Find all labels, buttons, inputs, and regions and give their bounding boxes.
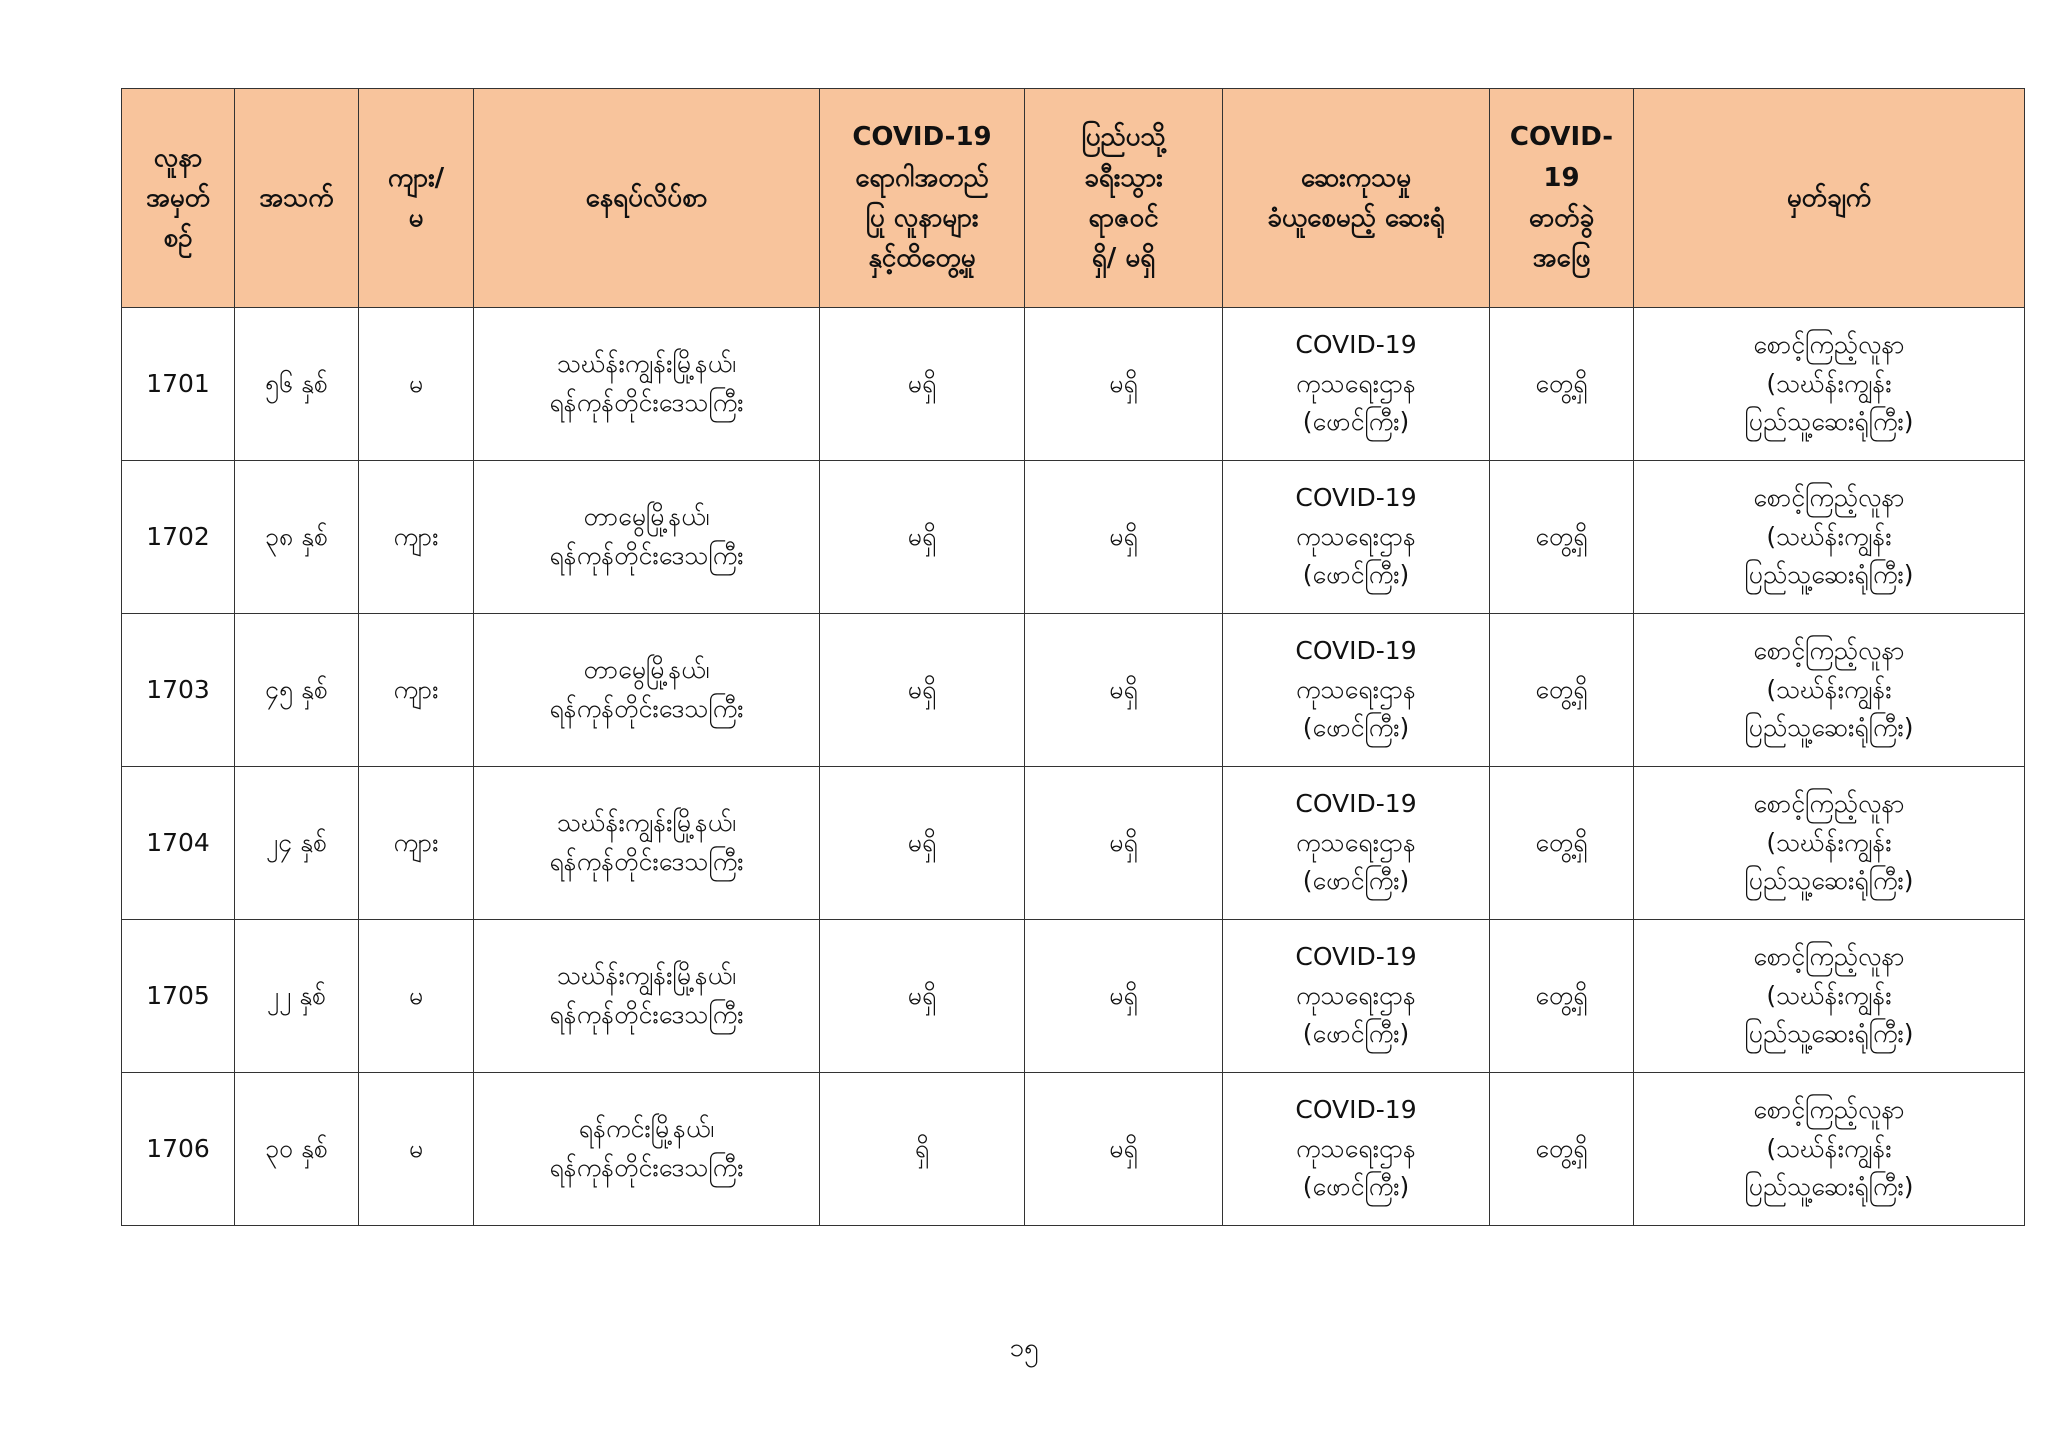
- covid-cases-table: [121, 88, 2025, 1226]
- table-row: [122, 614, 2025, 767]
- header-patient-number: လူနာ အမှတ် စဉ်: [122, 89, 235, 308]
- table-header: [122, 89, 2025, 308]
- cell-age: ၅၆ နှစ်: [235, 308, 359, 461]
- header-sex: ကျား/ မ: [359, 89, 474, 308]
- cell-travel-history: မရှိ: [1025, 308, 1223, 461]
- cell-travel-history: မရှိ: [1025, 1073, 1223, 1226]
- cell-lab-result: တွေ့ရှိ: [1490, 767, 1634, 920]
- cell-remarks: စောင့်ကြည့်လူနာ (သဃ်န်းကျွန်း ပြည်သူ့ဆေးရုံကြီး): [1634, 1073, 2025, 1226]
- table-row: [122, 1073, 2025, 1226]
- cell-lab-result: တွေ့ရှိ: [1490, 1073, 1634, 1226]
- header-travel-history: ပြည်ပသို့ ခရီးသွား ရာဇဝင် ရှိ/ မရှိ: [1025, 89, 1223, 308]
- cell-age: ၂၂ နှစ်: [235, 920, 359, 1073]
- cell-treatment-hospital: COVID-19 ကုသရေးဌာန (ဖောင်ကြီး): [1223, 461, 1490, 614]
- header-treatment-hospital: ဆေးကုသမှု ခံယူစေမည့် ဆေးရုံ: [1223, 89, 1490, 308]
- table-body: [122, 308, 2025, 1226]
- cell-travel-history: မရှိ: [1025, 461, 1223, 614]
- page-number: ၁၅: [1009, 1333, 1039, 1363]
- cell-age: ၂၄ နှစ်: [235, 767, 359, 920]
- header-remarks: မှတ်ချက်: [1634, 89, 2025, 308]
- cell-contact-history: မရှိ: [820, 920, 1025, 1073]
- table-row: [122, 920, 2025, 1073]
- cell-sex: မ: [359, 308, 474, 461]
- cell-treatment-hospital: COVID-19 ကုသရေးဌာန (ဖောင်ကြီး): [1223, 614, 1490, 767]
- cell-remarks: စောင့်ကြည့်လူနာ (သဃ်န်းကျွန်း ပြည်သူ့ဆေးရုံကြီး): [1634, 308, 2025, 461]
- cell-remarks: စောင့်ကြည့်လူနာ (သဃ်န်းကျွန်း ပြည်သူ့ဆေးရုံကြီး): [1634, 767, 2025, 920]
- header-lab-result: COVID- 19 ဓာတ်ခွဲ အဖြေ: [1490, 89, 1634, 308]
- cell-sex: မ: [359, 920, 474, 1073]
- cell-travel-history: မရှိ: [1025, 920, 1223, 1073]
- cell-age: ၃၈ နှစ်: [235, 461, 359, 614]
- header-row: [122, 89, 2025, 308]
- cell-sex: ကျား: [359, 614, 474, 767]
- header-address: နေရပ်လိပ်စာ: [474, 89, 820, 308]
- cell-lab-result: တွေ့ရှိ: [1490, 920, 1634, 1073]
- cell-patient-number: 1702: [122, 461, 235, 614]
- cell-patient-number: 1701: [122, 308, 235, 461]
- cell-patient-number: 1703: [122, 614, 235, 767]
- cell-contact-history: မရှိ: [820, 308, 1025, 461]
- cell-age: ၃၀ နှစ်: [235, 1073, 359, 1226]
- cell-age: ၄၅ နှစ်: [235, 614, 359, 767]
- cell-contact-history: မရှိ: [820, 461, 1025, 614]
- cell-address: သဃ်န်းကျွန်းမြို့နယ်၊ ရန်ကုန်တိုင်းဒေသကြီး: [474, 308, 820, 461]
- cell-address: သဃ်န်းကျွန်းမြို့နယ်၊ ရန်ကုန်တိုင်းဒေသကြီး: [474, 920, 820, 1073]
- cell-lab-result: တွေ့ရှိ: [1490, 614, 1634, 767]
- header-contact-history: COVID-19 ရောဂါအတည် ပြု လူနာများ နှင့်ထိတွေ့မှု: [820, 89, 1025, 308]
- cell-address: သဃ်န်းကျွန်းမြို့နယ်၊ ရန်ကုန်တိုင်းဒေသကြီး: [474, 767, 820, 920]
- cell-treatment-hospital: COVID-19 ကုသရေးဌာန (ဖောင်ကြီး): [1223, 308, 1490, 461]
- cell-remarks: စောင့်ကြည့်လူနာ (သဃ်န်းကျွန်း ပြည်သူ့ဆေးရုံကြီး): [1634, 920, 2025, 1073]
- cell-sex: မ: [359, 1073, 474, 1226]
- cell-sex: ကျား: [359, 767, 474, 920]
- cell-lab-result: တွေ့ရှိ: [1490, 461, 1634, 614]
- cell-sex: ကျား: [359, 461, 474, 614]
- cell-patient-number: 1705: [122, 920, 235, 1073]
- cell-treatment-hospital: COVID-19 ကုသရေးဌာန (ဖောင်ကြီး): [1223, 920, 1490, 1073]
- table-row: [122, 308, 2025, 461]
- cell-address: တာမွေမြို့နယ်၊ ရန်ကုန်တိုင်းဒေသကြီး: [474, 614, 820, 767]
- cell-patient-number: 1704: [122, 767, 235, 920]
- cell-contact-history: ရှိ: [820, 1073, 1025, 1226]
- header-age: အသက်: [235, 89, 359, 308]
- cell-patient-number: 1706: [122, 1073, 235, 1226]
- table-row: [122, 767, 2025, 920]
- cell-remarks: စောင့်ကြည့်လူနာ (သဃ်န်းကျွန်း ပြည်သူ့ဆေးရုံကြီး): [1634, 461, 2025, 614]
- cell-address: ရန်ကင်းမြို့နယ်၊ ရန်ကုန်တိုင်းဒေသကြီး: [474, 1073, 820, 1226]
- table-row: [122, 461, 2025, 614]
- cell-contact-history: မရှိ: [820, 767, 1025, 920]
- cell-travel-history: မရှိ: [1025, 767, 1223, 920]
- cell-address: တာမွေမြို့နယ်၊ ရန်ကုန်တိုင်းဒေသကြီး: [474, 461, 820, 614]
- cell-treatment-hospital: COVID-19 ကုသရေးဌာန (ဖောင်ကြီး): [1223, 1073, 1490, 1226]
- cell-travel-history: မရှိ: [1025, 614, 1223, 767]
- cell-remarks: စောင့်ကြည့်လူနာ (သဃ်န်းကျွန်း ပြည်သူ့ဆေးရုံကြီး): [1634, 614, 2025, 767]
- cell-contact-history: မရှိ: [820, 614, 1025, 767]
- cell-lab-result: တွေ့ရှိ: [1490, 308, 1634, 461]
- cell-treatment-hospital: COVID-19 ကုသရေးဌာန (ဖောင်ကြီး): [1223, 767, 1490, 920]
